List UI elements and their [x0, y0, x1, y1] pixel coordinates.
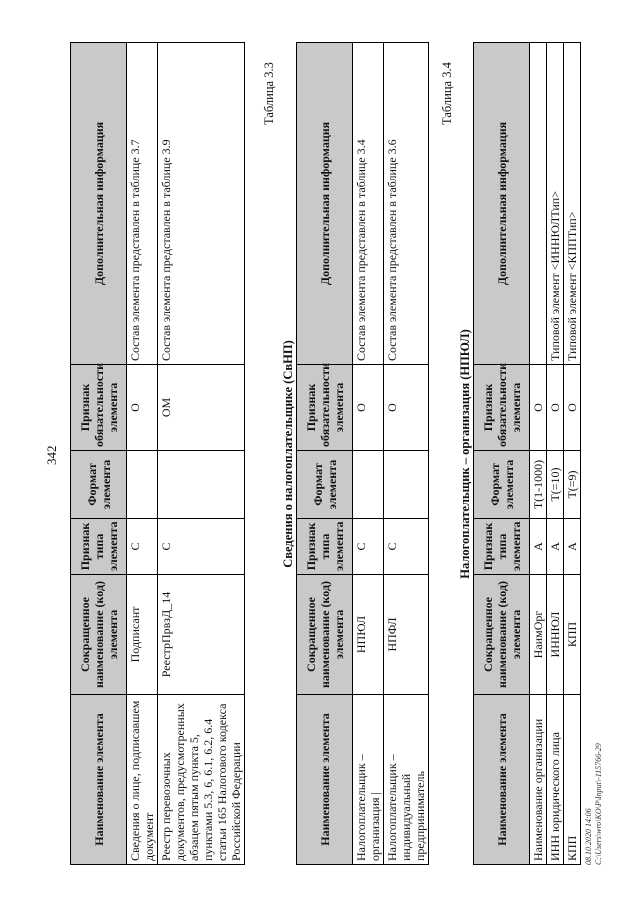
cell-required: О: [384, 365, 429, 451]
cell-info: Типовой элемент <ИННЮЛТип>: [547, 43, 564, 365]
header-extra-info: Дополнительная информация: [71, 43, 127, 365]
cell-format: [384, 451, 429, 519]
table-title-svnp: Сведения о налогоплательщике (СвНП): [281, 340, 295, 568]
taxpayer-info-table: [296, 42, 429, 865]
taxpayer-organization-table: [473, 42, 581, 865]
cell-required: О: [564, 365, 581, 451]
header-element-type: Признак типа элемента: [71, 519, 127, 575]
table-row: [353, 43, 384, 865]
header-element-code: Сокращенное наименование (код) элемента: [71, 575, 127, 695]
cell-code: НаимОрг: [530, 575, 547, 695]
cell-name: Сведения о лице, подписавшем документ: [127, 695, 158, 865]
cell-info: [530, 43, 547, 365]
table-label-3-3: Таблица 3.3: [262, 62, 276, 125]
table-row: [547, 43, 564, 865]
header-element-name: Наименование элемента: [474, 695, 530, 865]
header-element-required: Признак обязательности элемента: [474, 365, 530, 451]
cell-code: ИННЮЛ: [547, 575, 564, 695]
cell-info: Типовой элемент <КППТип>: [564, 43, 581, 365]
cell-info: Состав элемента представлен в таблице 3.4: [353, 43, 384, 365]
cell-info: Состав элемента представлен в таблице 3.7: [127, 43, 158, 365]
header-element-format: Формат элемента: [474, 451, 530, 519]
cell-required: О: [353, 365, 384, 451]
cell-type: А: [530, 519, 547, 575]
cell-code: РеестрПрвзД_14: [158, 575, 245, 695]
cell-type: С: [384, 519, 429, 575]
page-number: 342: [44, 445, 59, 465]
cell-code: НПФЛ: [384, 575, 429, 695]
table-row: [127, 43, 158, 865]
cell-format: T(=10): [547, 451, 564, 519]
header-element-name: Наименование элемента: [297, 695, 353, 865]
cell-name: Налогоплательщик – организация |: [353, 695, 384, 865]
cell-type: С: [127, 519, 158, 575]
cell-format: [127, 451, 158, 519]
cell-info: Состав элемента представлен в таблице 3.6: [384, 43, 429, 365]
header-extra-info: Дополнительная информация: [474, 43, 530, 365]
cell-code: КПП: [564, 575, 581, 695]
cell-type: А: [547, 519, 564, 575]
cell-name: Реестр перевозочных документов, предусмотренных абзацем пятым пункта 5, пунктами 5.3, 6, 6.1, 6.2, 6.4 статьи 165 Налогового кодекса Российской Федерации: [158, 695, 245, 865]
cell-name: КПП: [564, 695, 581, 865]
cell-name: ИНН юридического лица: [547, 695, 564, 865]
table-row: [530, 43, 547, 865]
cell-type: С: [353, 519, 384, 575]
table-row: [564, 43, 581, 865]
cell-format: [353, 451, 384, 519]
elements-table: [70, 42, 245, 865]
cell-code: Подписант: [127, 575, 158, 695]
cell-format: T(=9): [564, 451, 581, 519]
cell-type: С: [158, 519, 245, 575]
table-label-3-4: Таблица 3.4: [440, 62, 454, 125]
cell-required: ОМ: [158, 365, 245, 451]
header-element-required: Признак обязательности элемента: [297, 365, 353, 451]
header-element-code: Сокращенное наименование (код) элемента: [297, 575, 353, 695]
print-stamp: [584, 743, 604, 865]
cell-info: Состав элемента представлен в таблице 3.9: [158, 43, 245, 365]
cell-required: О: [127, 365, 158, 451]
header-element-name: Наименование элемента: [71, 695, 127, 865]
header-element-format: Формат элемента: [71, 451, 127, 519]
table-row: [158, 43, 245, 865]
cell-required: О: [547, 365, 564, 451]
cell-name: Налогоплательщик – индивидуальный предприниматель: [384, 695, 429, 865]
header-element-format: Формат элемента: [297, 451, 353, 519]
header-extra-info: Дополнительная информация: [297, 43, 353, 365]
cell-code: НПЮЛ: [353, 575, 384, 695]
cell-format: [158, 451, 245, 519]
cell-name: Наименование организации: [530, 695, 547, 865]
header-element-required: Признак обязательности элемента: [71, 365, 127, 451]
cell-required: О: [530, 365, 547, 451]
stamp-date: 08.10.2020 14:06: [584, 808, 593, 865]
stamp-path: С:\Users\wro\KO\P\Input\-115766-29: [594, 743, 603, 865]
header-element-type: Признак типа элемента: [474, 519, 530, 575]
header-element-type: Признак типа элемента: [297, 519, 353, 575]
header-element-code: Сокращенное наименование (код) элемента: [474, 575, 530, 695]
cell-format: T(1-1000): [530, 451, 547, 519]
table-title-npul: Налогоплательщик – организация (НПЮЛ): [458, 329, 472, 579]
table-row: [384, 43, 429, 865]
cell-type: А: [564, 519, 581, 575]
